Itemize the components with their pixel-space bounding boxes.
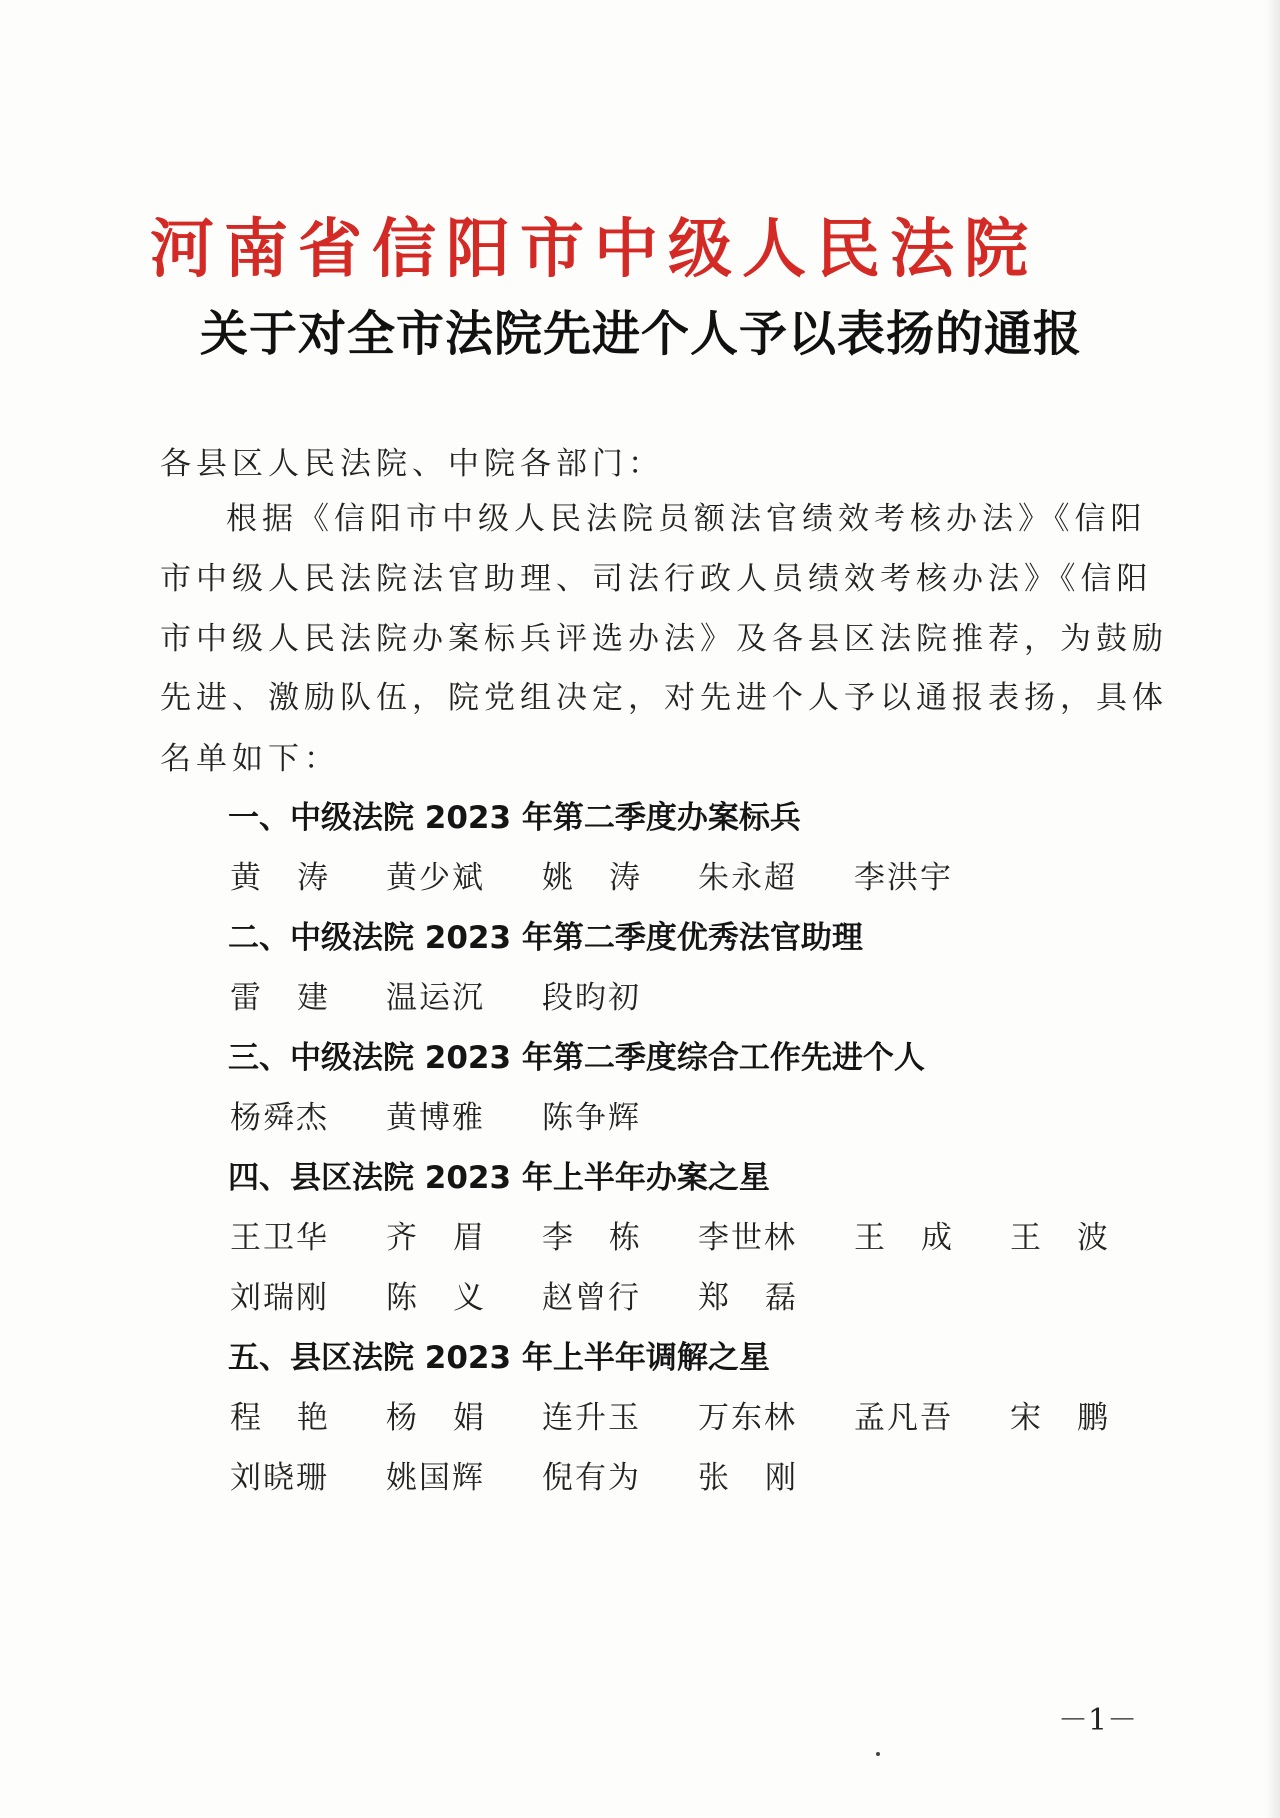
body-line: 根据《信阳市中级人民法院员额法官绩效考核办法》《信阳	[226, 501, 1147, 537]
page-number: －1－	[1058, 1703, 1138, 1738]
name-row	[230, 1452, 1130, 1496]
name-row	[230, 1272, 1130, 1316]
name-row	[230, 1092, 1130, 1136]
section-heading: 四、县区法院 2023 年上半年办案之星	[228, 1160, 770, 1196]
person-name: 黄少斌	[386, 860, 485, 896]
person-name: 温运沉	[386, 980, 485, 1016]
section-heading: 二、中级法院 2023 年第二季度优秀法官助理	[228, 920, 863, 956]
person-name: 黄博雅	[386, 1100, 485, 1136]
person-name: 程艳	[230, 1400, 364, 1436]
person-name: 倪有为	[542, 1460, 641, 1496]
body-line: 市中级人民法院办案标兵评选办法》及各县区法院推荐，为鼓励	[160, 621, 1168, 657]
section-heading: 五、县区法院 2023 年上半年调解之星	[228, 1340, 770, 1376]
issuer-name: 河南省信阳市中级人民法院	[150, 212, 1038, 287]
person-name: 刘晓珊	[230, 1460, 329, 1496]
page-edge-shadow	[1266, 0, 1280, 1818]
person-name: 赵曾行	[542, 1280, 641, 1316]
person-name: 雷建	[230, 980, 364, 1016]
section-heading: 一、中级法院 2023 年第二季度办案标兵	[228, 800, 801, 836]
person-name: 齐眉	[386, 1220, 520, 1256]
section-heading: 三、中级法院 2023 年第二季度综合工作先进个人	[228, 1040, 925, 1076]
person-name: 陈争辉	[542, 1100, 641, 1136]
body-line: 名单如下：	[160, 741, 340, 777]
person-name: 王卫华	[230, 1220, 329, 1256]
person-name: 张刚	[698, 1460, 832, 1496]
person-name: 李世林	[698, 1220, 797, 1256]
person-name: 郑磊	[698, 1280, 832, 1316]
name-row	[230, 972, 1130, 1016]
person-name: 宋鹏	[1010, 1400, 1144, 1436]
person-name: 朱永超	[698, 860, 797, 896]
person-name: 王成	[854, 1220, 988, 1256]
scan-speck	[876, 1752, 880, 1756]
person-name: 段昀初	[542, 980, 641, 1016]
person-name: 杨娟	[386, 1400, 520, 1436]
person-name: 李洪宇	[854, 860, 953, 896]
person-name: 黄涛	[230, 860, 364, 896]
person-name: 姚涛	[542, 860, 676, 896]
body-line: 市中级人民法院法官助理、司法行政人员绩效考核办法》《信阳	[160, 561, 1153, 597]
person-name: 王波	[1010, 1220, 1144, 1256]
name-row	[230, 1212, 1144, 1256]
document-title: 关于对全市法院先进个人予以表扬的通报	[200, 306, 1083, 362]
person-name: 李栋	[542, 1220, 676, 1256]
person-name: 刘瑞刚	[230, 1280, 329, 1316]
person-name: 孟凡吾	[854, 1400, 953, 1436]
person-name: 姚国辉	[386, 1460, 485, 1496]
person-name: 陈义	[386, 1280, 520, 1316]
body-line: 先进、激励队伍，院党组决定，对先进个人予以通报表扬，具体	[160, 680, 1168, 716]
name-row	[230, 852, 1130, 896]
person-name: 连升玉	[542, 1400, 641, 1436]
person-name: 万东林	[698, 1400, 797, 1436]
salutation: 各县区人民法院、中院各部门：	[160, 446, 664, 482]
name-row	[230, 1392, 1144, 1436]
person-name: 杨舜杰	[230, 1100, 329, 1136]
